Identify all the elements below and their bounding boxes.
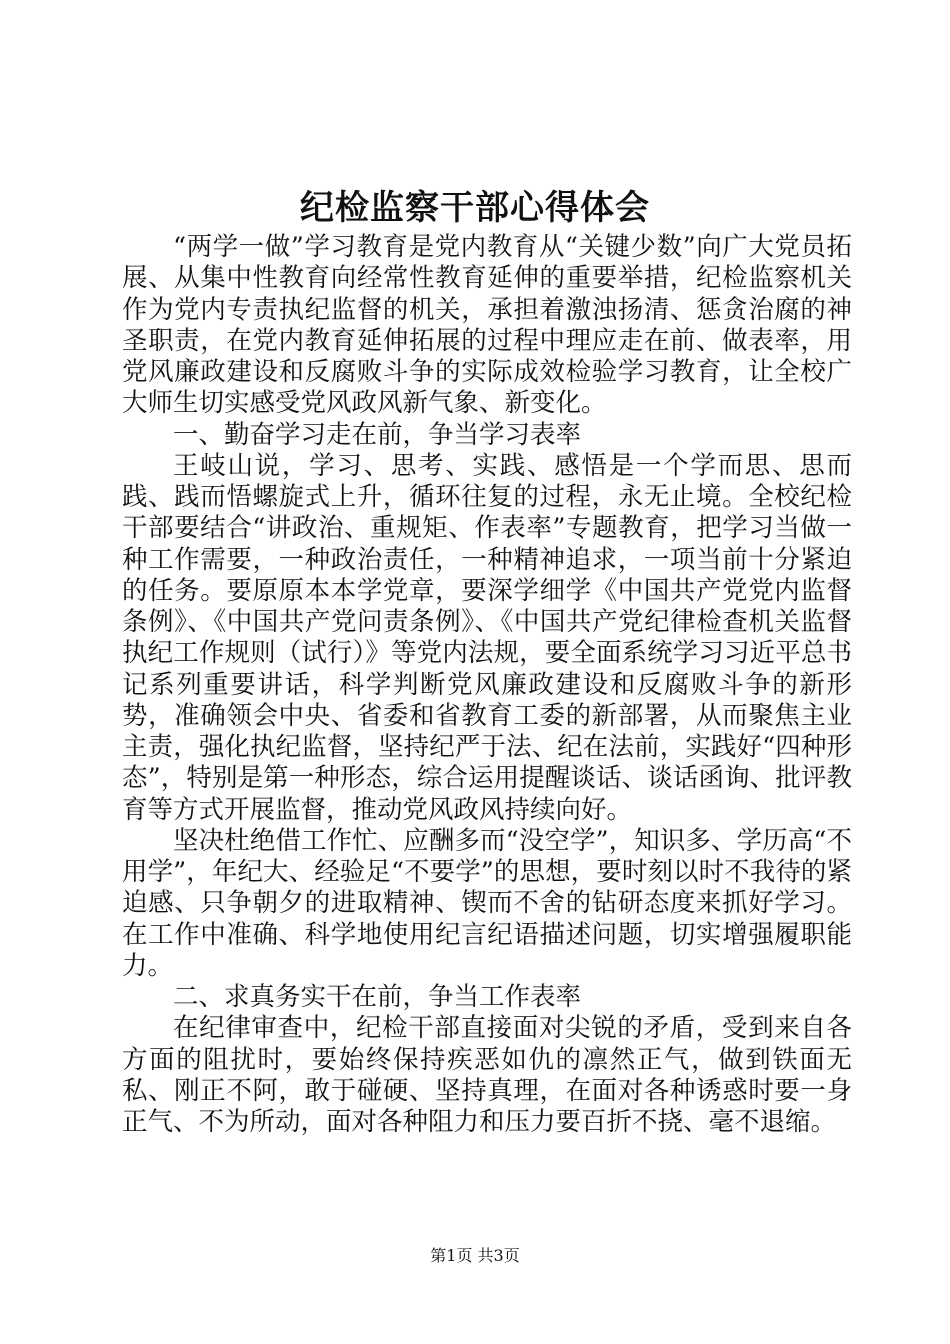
document-body xyxy=(122,232,852,1138)
paragraph-section-2-a: 在纪律审查中，纪检干部直接面对尖锐的矛盾，受到来自各方面的阻扰时，要始终保持疾恶如仇的凛然正气，做到铁面无私、刚正不阿，敢于碰硬、坚持真理，在面对各种诱惑时要一身正气、不为所动，面对各种阻力和压力要百折不挠、毫不退缩。 xyxy=(122,1013,852,1137)
section-heading-2: 二、求真务实干在前，争当工作表率 xyxy=(173,982,582,1012)
paragraph-section-1-b: 坚决杜绝借工作忙、应酬多而“没空学”，知识多、学历高“不用学”，年纪大、经验足“不要学”的思想，要时刻以时不我待的紧迫感、只争朝夕的进取精神、锲而不舍的钻研态度来抓好学习。在工作中准确、科学地使用纪言纪语描述问题，切实增强履职能力。 xyxy=(122,825,852,981)
page-number-footer: 第1页 共3页 xyxy=(430,1246,520,1265)
paragraph-section-1-a: 王岐山说，学习、思考、实践、感悟是一个学而思、思而践、践而悟螺旋式上升，循环往复的过程，永无止境。全校纪检干部要结合“讲政治、重规矩、作表率”专题教育，把学习当做一种工作需要，一种政治责任，一种精神追求，一项当前十分紧迫的任务。要原原本本学党章，要深学细学《中国共产党党内监督条例》、《中国共产党问责条例》、《中国共产党纪律检查机关监督执纪工作规则（试行）》等党内法规，要全面系统学习习近平总书记系列重要讲话，科学判断党风廉政建设和反腐败斗争的新形势，准确领会中央、省委和省教育工委的新部署，从而聚焦主业主责，强化执纪监督，坚持纪严于法、纪在法前，实践好“四种形态”，特别是第一种形态，综合运用提醒谈话、谈话函询、批评教育等方式开展监督，推动党风政风持续向好。 xyxy=(122,450,852,825)
section-heading-1: 一、勤奋学习走在前，争当学习表率 xyxy=(173,419,582,450)
document-title: 纪检监察干部心得体会 xyxy=(300,188,650,228)
paragraph-intro: “两学一做”学习教育是党内教育从“关键少数”向广大党员拓展、从集中性教育向经常性教育延伸的重要举措，纪检监察机关作为党内专责执纪监督的机关，承担着激浊扬清、惩贪治腐的神圣职责，在党内教育延伸拓展的过程中理应走在前、做表率，用党风廉政建设和反腐败斗争的实际成效检验学习教育，让全校广大师生切实感受党风政风新气象、新变化。 xyxy=(122,232,852,419)
